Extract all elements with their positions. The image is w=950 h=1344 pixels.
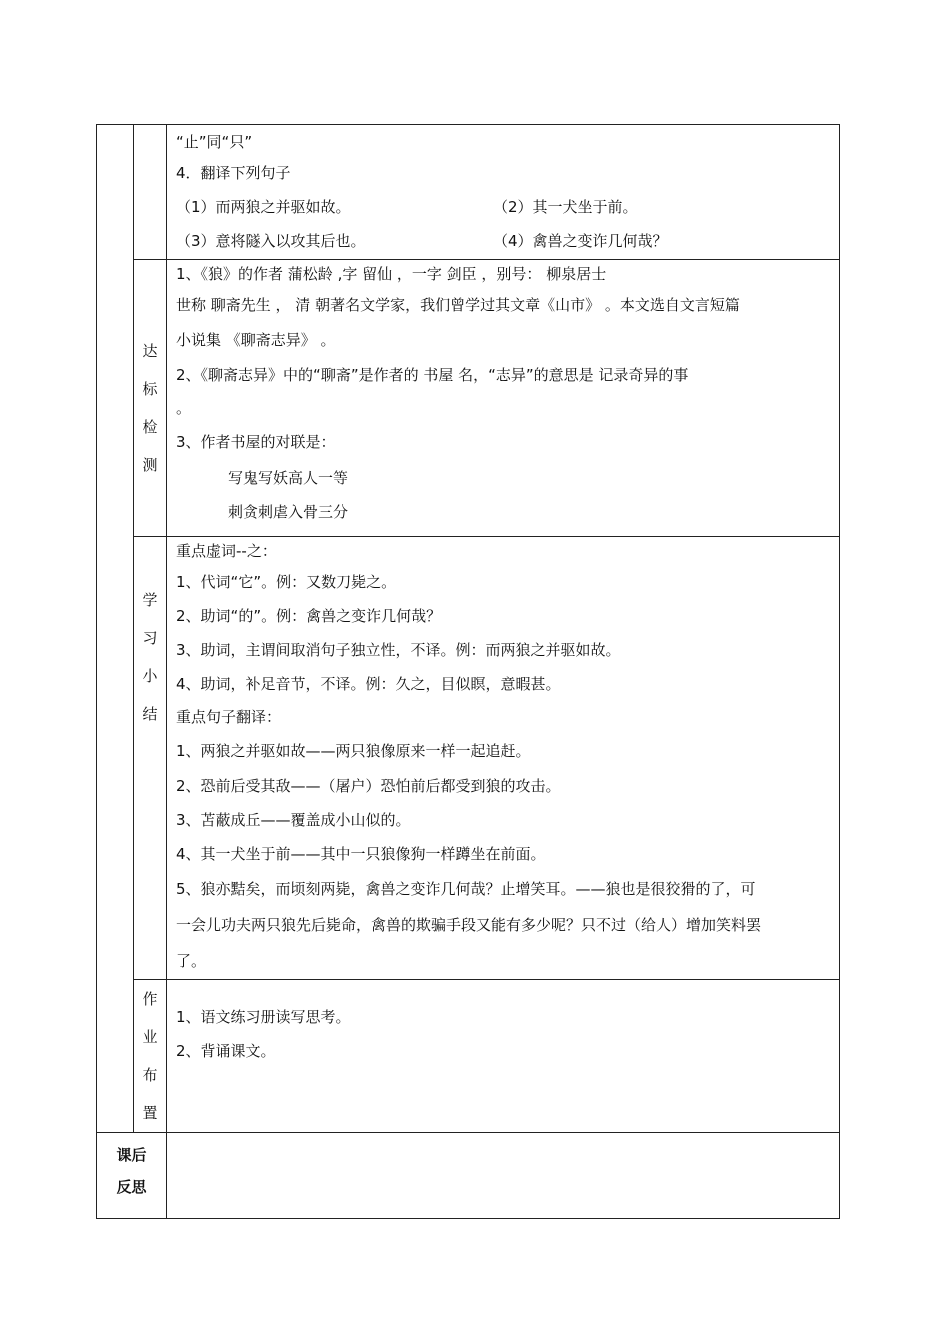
translation-item: （3）意将隧入以攻其后也。 (176, 232, 366, 250)
zuoye-row (97, 980, 840, 1133)
prev-label-cell (134, 125, 167, 260)
xuexi-line: 3、苫蔽成丘——覆盖成小山似的。 (176, 811, 411, 829)
outer-blank-cell (97, 125, 134, 1133)
xuexi-line: 1、代词“它”。例：又数刀毙之。 (176, 573, 397, 591)
xuexi-line: 2、助词“的”。例：禽兽之变诈几何哉？ (176, 607, 442, 625)
dabiao-label-cell (134, 260, 167, 537)
zuoye-line: 1、语文练习册读写思考。 (176, 1008, 351, 1026)
translation-pair (176, 224, 839, 258)
zuoye-content-cell (167, 980, 840, 1133)
xuexi-line: 5、狼亦黠矣，而顷刻两毙，禽兽之变诈几何哉？止增笑耳。——狼也是很狡猾的了，可 (176, 880, 756, 898)
lesson-table (96, 124, 840, 1219)
xuexi-line: 1、两狼之并驱如故——两只狼像原来一样一起追赶。 (176, 742, 531, 760)
dabiao-row (97, 260, 840, 537)
dabiao-line: 小说集 《聊斋志异》 。 (176, 331, 336, 349)
dabiao-line: 2、《聊斋志异》中的“聊斋”是作者的 书屋 名，“志异”的意思是 记录奇异的事 (176, 366, 689, 384)
label-char: 习 (142, 629, 158, 647)
label-char: 学 (142, 591, 158, 609)
xuexi-row (97, 537, 840, 980)
couplet-line: 写鬼写妖高人一等 (228, 469, 349, 487)
dabiao-label (134, 260, 166, 484)
label-char: 小 (142, 667, 158, 685)
dabiao-line: 世称 聊斋先生 ， 清 朝著名文学家，我们曾学过其文章《山市》 。本文选自文言短篇 (176, 296, 740, 314)
xuexi-line: 重点句子翻译： (176, 708, 282, 726)
reflection-label (97, 1133, 166, 1203)
reflection-label-cell (97, 1133, 167, 1219)
prev-line: “止”同“只” (176, 133, 253, 151)
xuexi-label (134, 537, 166, 733)
label-char: 置 (142, 1104, 158, 1122)
label-char: 结 (142, 705, 158, 723)
translation-item: （1）而两狼之并驱如故。 (176, 198, 351, 216)
prev-line: 4．翻译下列句子 (176, 164, 291, 182)
prev-section-row (97, 125, 840, 260)
translation-item: （4）禽兽之变诈几何哉？ (493, 232, 668, 250)
label-char: 布 (142, 1066, 158, 1084)
prev-content-cell (167, 125, 840, 260)
reflection-content-cell (167, 1133, 840, 1219)
reflection-label-line: 课后 (116, 1146, 147, 1164)
dabiao-content-cell (167, 260, 840, 537)
reflection-row (97, 1133, 840, 1219)
xuexi-line: 了。 (176, 952, 207, 970)
dabiao-line: 1、《狼》的作者 蒲松龄 ,字 留仙 ，一字 剑臣 ，别号： 柳泉居士 (176, 265, 607, 283)
xuexi-line: 重点虚词--之： (176, 542, 277, 560)
dabiao-line: 3、作者书屋的对联是： (176, 433, 336, 451)
xuexi-line: 一会儿功夫两只狼先后毙命，禽兽的欺骗手段又能有多少呢？只不过（给人）增加笑料罢 (176, 916, 762, 934)
label-char: 标 (142, 380, 158, 398)
label-char: 达 (142, 342, 158, 360)
couplet-line: 刺贪刺虐入骨三分 (228, 503, 349, 521)
zuoye-line: 2、背诵课文。 (176, 1042, 276, 1060)
label-char: 检 (142, 418, 158, 436)
xuexi-line: 2、恐前后受其敌——（屠户）恐怕前后都受到狼的攻击。 (176, 777, 561, 795)
label-char: 业 (142, 1028, 158, 1046)
xuexi-line: 4、助词，补足音节，不译。例：久之，目似瞑，意暇甚。 (176, 675, 561, 693)
zuoye-label (134, 980, 166, 1132)
xuexi-line: 3、助词，主谓间取消句子独立性，不译。例：而两狼之并驱如故。 (176, 641, 621, 659)
reflection-label-line: 反思 (116, 1178, 147, 1196)
translation-pair (176, 190, 839, 224)
xuexi-content-cell (167, 537, 840, 980)
xuexi-label-cell (134, 537, 167, 980)
xuexi-line: 4、其一犬坐于前——其中一只狼像狗一样蹲坐在前面。 (176, 845, 546, 863)
translation-item: （2）其一犬坐于前。 (493, 198, 638, 216)
zuoye-label-cell (134, 980, 167, 1133)
label-char: 作 (142, 990, 158, 1008)
dabiao-line: 。 (176, 399, 192, 417)
label-char: 测 (142, 456, 158, 474)
